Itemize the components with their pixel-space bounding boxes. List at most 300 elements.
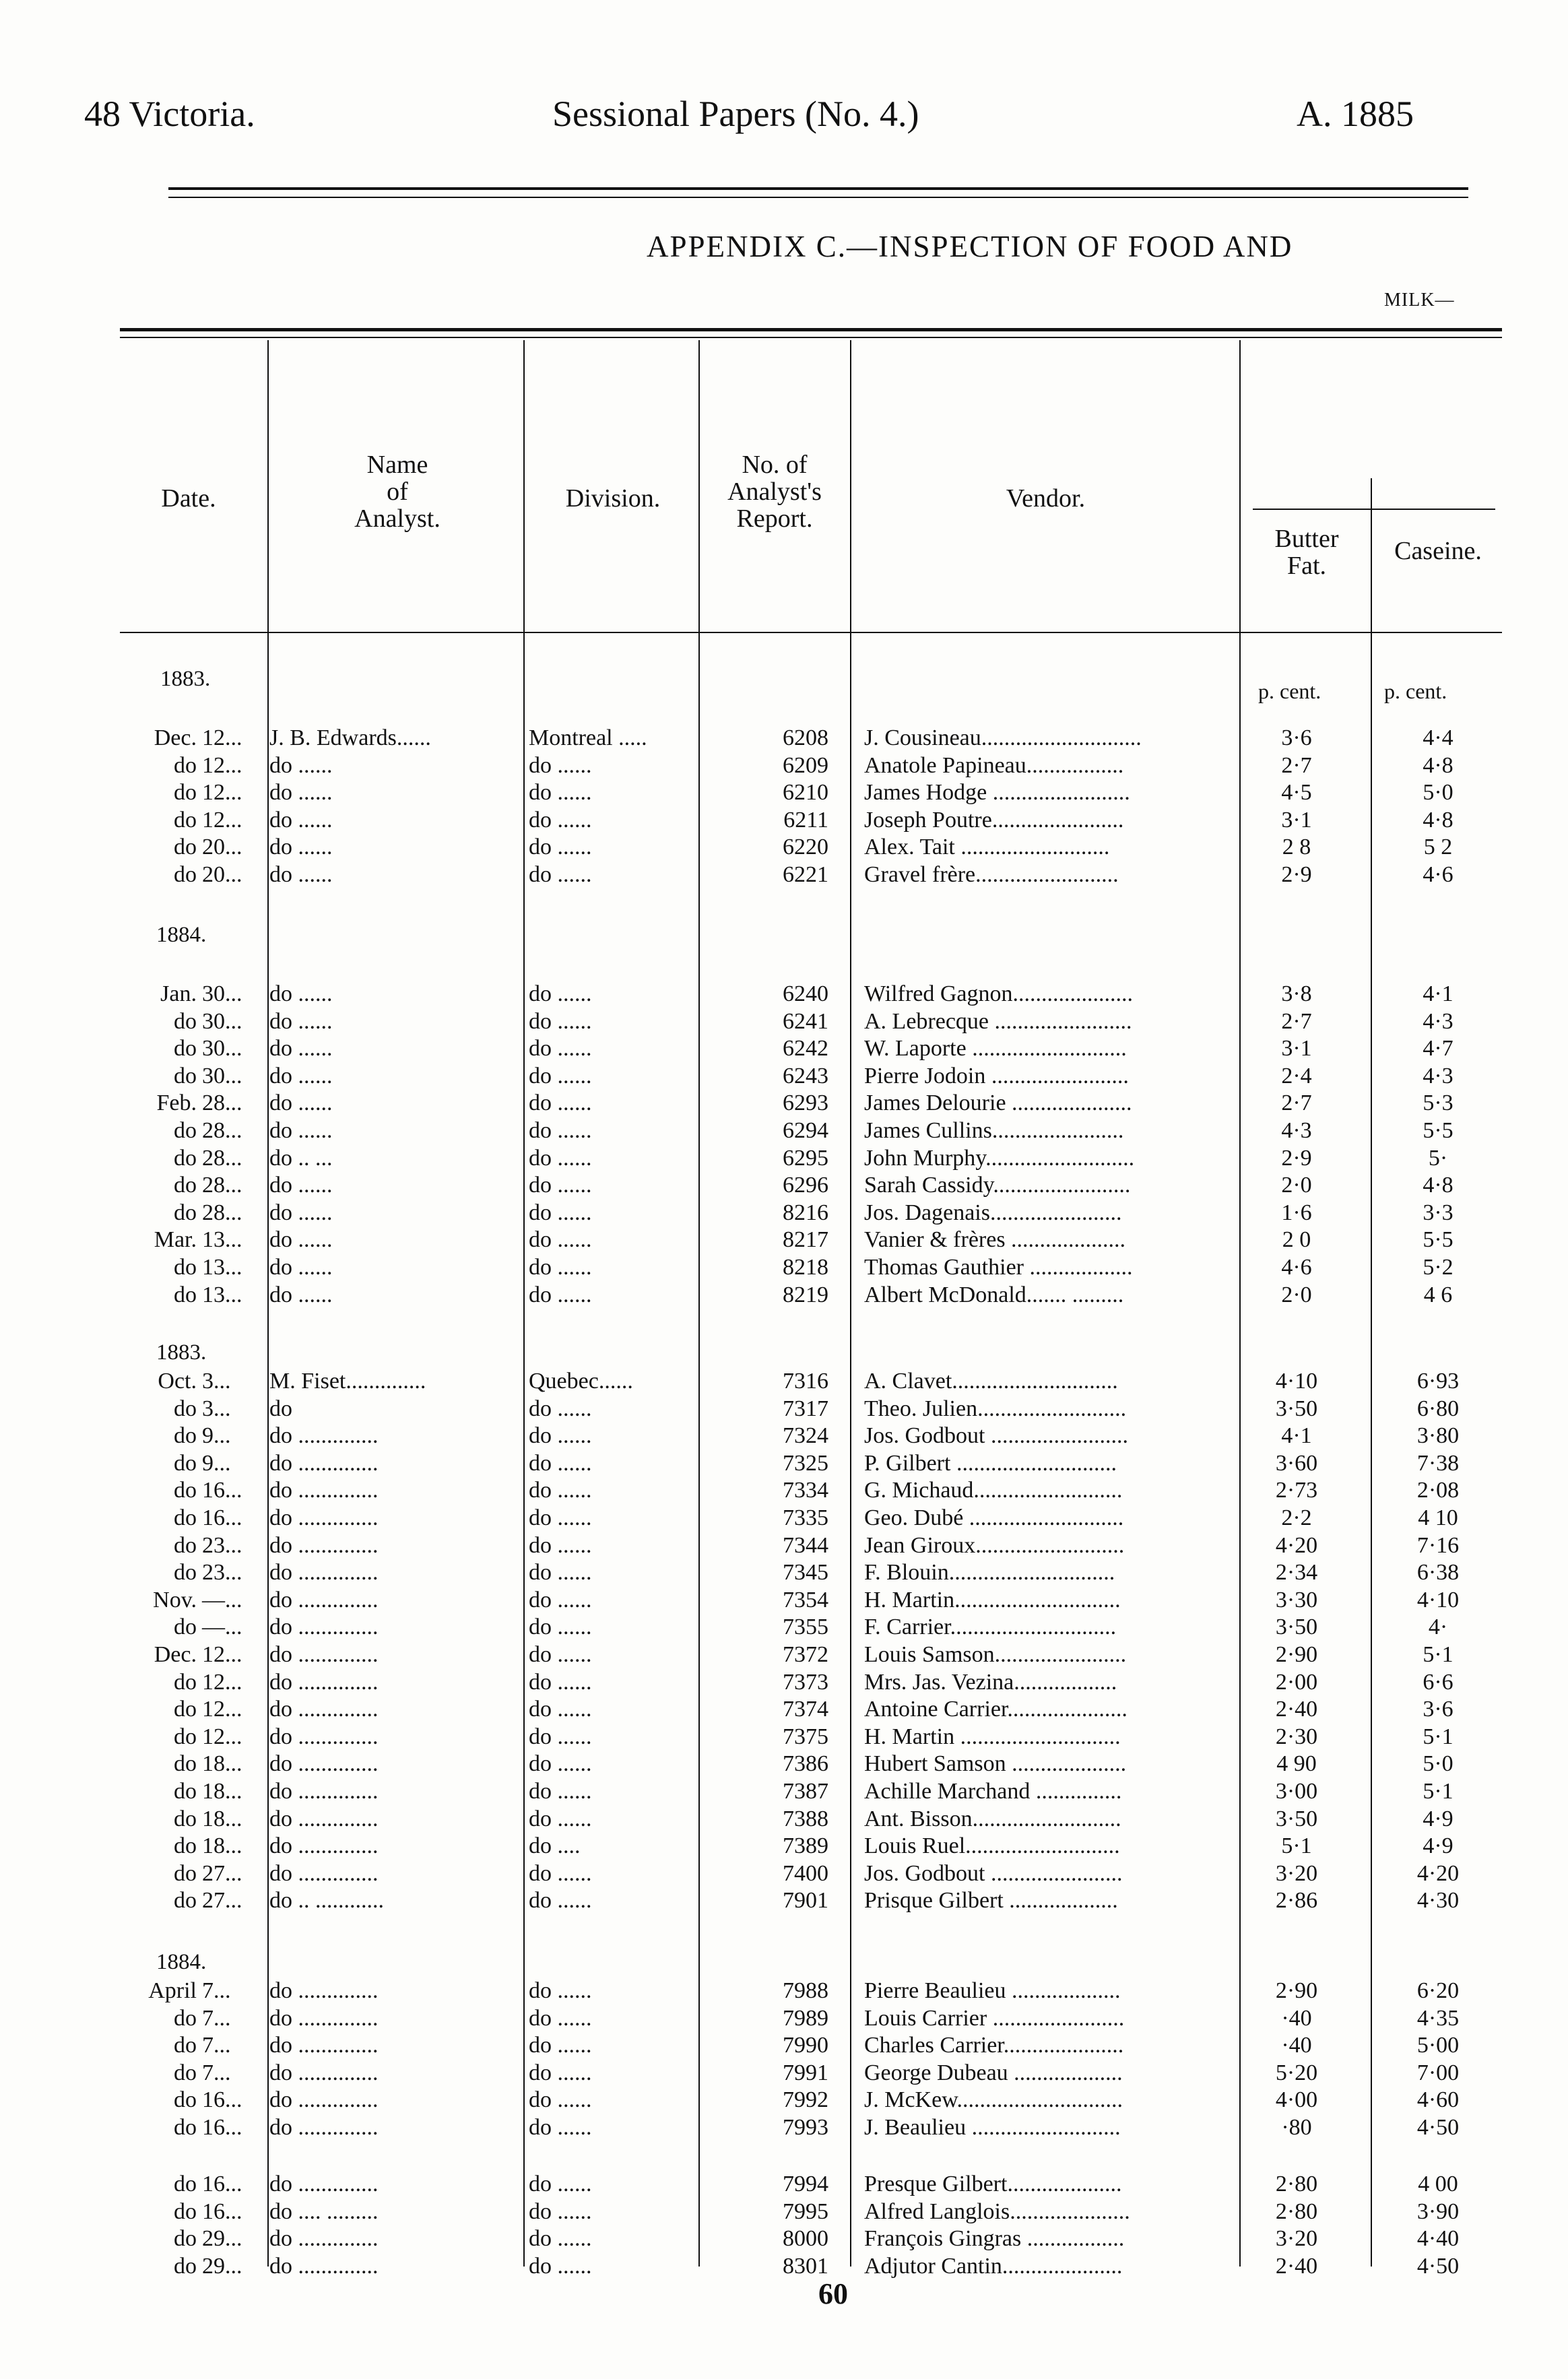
cell-analyst: do [269,1396,292,1421]
cell-report: 7355 [783,1615,828,1640]
cell-month: do [174,1282,197,1307]
cell-analyst: do ...... [269,981,333,1006]
cell-report: 7901 [783,1888,828,1914]
cell-day: 9... [202,1423,231,1449]
cell-report: 7334 [783,1478,828,1503]
cell-vendor: Theo. Julien.......................... [864,1396,1127,1421]
cell-month: do [174,1450,197,1476]
cell-analyst: J. B. Edwards...... [269,725,431,750]
table-row [0,1422,1568,1450]
cell-fat: ·40 [1281,2033,1312,2058]
table-row [0,1532,1568,1560]
cell-month: Nov. [153,1587,197,1612]
table-row [0,1695,1568,1724]
cell-analyst: do .............. [269,1642,379,1667]
cell-caseine: 2·08 [1416,1478,1460,1503]
cell-division: do ...... [529,2172,592,2196]
cell-day: 12... [202,1642,242,1667]
section-year: 1883. [160,667,211,691]
cell-month: do [174,2115,197,2140]
cell-division: do ...... [529,1063,592,1088]
table-row [0,1805,1568,1833]
cell-division: do ...... [529,2253,592,2279]
cell-month: do [174,1751,197,1777]
cell-fat: 3·60 [1275,1450,1318,1476]
cell-month: do [174,1008,197,1034]
cell-division: do ...... [529,752,592,778]
cell-analyst: do .... ......... [269,2198,379,2224]
header-analyst-line: Name [366,451,428,479]
cell-division: do ...... [529,1036,592,1062]
header-caseine: Caseine. [1394,537,1482,565]
cell-division: do ...... [529,1779,592,1804]
header-analyst-line: Analyst. [354,504,440,533]
cell-fat: 3·30 [1275,1587,1318,1612]
table-row [0,1062,1568,1090]
cell-caseine: 6·93 [1416,1369,1460,1394]
top-rule-thin [168,197,1468,198]
cell-report: 6243 [783,1063,828,1088]
section-year: 1883. [156,1340,207,1365]
cell-caseine: 5·3 [1423,1090,1453,1116]
cell-division: do ...... [529,2060,592,2085]
cell-analyst: do .............. [269,1560,379,1586]
cell-day: 28... [202,1118,242,1143]
cell-fat: 2·9 [1281,862,1312,887]
cell-report: 8217 [783,1227,828,1253]
cell-vendor: Charles Carrier..................... [864,2033,1124,2058]
cell-fat: 2·90 [1275,1642,1318,1667]
cell-month: do [174,1724,197,1749]
cell-report: 7992 [783,2087,828,2113]
cell-day: 12... [202,725,242,750]
cell-caseine: 4·3 [1423,1063,1453,1088]
cell-vendor: F. Carrier............................. [864,1615,1117,1640]
header-butter-fat [1243,525,1371,579]
cell-day: 12... [202,780,242,806]
cell-analyst: do .............. [269,1978,379,2003]
cell-month: do [174,1063,197,1088]
cell-vendor: Vanier & frères .................... [864,1227,1126,1253]
cell-day: 18... [202,1833,242,1859]
cell-analyst: do .............. [269,1423,379,1449]
cell-day: 30... [202,1008,242,1034]
cell-analyst: do ...... [269,1200,333,1225]
cell-caseine: 4 00 [1418,2172,1458,2196]
cell-vendor: J. Cousineau............................ [864,725,1142,750]
cell-division: do ...... [529,780,592,806]
cell-vendor: Louis Carrier ....................... [864,2005,1125,2031]
table-row [0,1559,1568,1587]
cell-day: —... [202,1615,242,1640]
cell-fat: 3·50 [1275,1396,1318,1421]
cell-day: 29... [202,2253,242,2279]
cell-analyst: do ...... [269,1173,333,1198]
cell-caseine: 4·4 [1423,725,1453,750]
cell-day: 12... [202,1697,242,1722]
cell-caseine: 4 6 [1423,1282,1453,1307]
cell-month: do [174,1888,197,1914]
cell-division: do ...... [529,1255,592,1280]
cell-caseine: 5·0 [1423,1751,1453,1777]
cell-day: 16... [202,2087,242,2113]
cell-vendor: Anatole Papineau................. [864,752,1124,778]
cell-division: do ...... [529,1888,592,1914]
cell-fat: 5·1 [1281,1833,1312,1859]
cell-division: do ...... [529,2198,592,2224]
table-row [0,2086,1568,2114]
cell-division: do ...... [529,981,592,1006]
cell-day: 13... [202,1255,242,1280]
cell-analyst: do ...... [269,1255,333,1280]
cell-vendor: Louis Ruel........................... [864,1833,1120,1859]
cell-analyst: do ...... [269,1036,333,1062]
cell-caseine: 3·3 [1423,1200,1453,1225]
cell-analyst: do .............. [269,1806,379,1831]
cell-day: 18... [202,1806,242,1831]
table-row [0,2198,1568,2226]
cell-month: Mar. [154,1227,197,1253]
cell-day: 13... [202,1227,242,1253]
cell-month: do [174,1478,197,1503]
cell-fat: 2·0 [1281,1173,1312,1198]
cell-month: do [174,1833,197,1859]
cell-division: do ...... [529,1724,592,1749]
cell-analyst: do .............. [269,1669,379,1695]
table-row [0,1117,1568,1145]
header-vendor: Vendor. [1006,484,1086,513]
cell-division: do ...... [529,2033,592,2058]
cell-analyst: do ...... [269,1282,333,1307]
cell-report: 7387 [783,1779,828,1804]
cell-month: do [174,2226,197,2252]
cell-month: do [174,807,197,833]
table-row [0,2005,1568,2033]
cell-report: 7316 [783,1369,828,1394]
cell-division: do ...... [529,807,592,833]
cell-report: 8218 [783,1255,828,1280]
cell-month: do [174,2198,197,2224]
cell-day: 30... [202,1063,242,1088]
table-row [0,833,1568,861]
cell-vendor: H. Martin............................. [864,1587,1121,1612]
cell-report: 7386 [783,1751,828,1777]
cell-day: 18... [202,1779,242,1804]
cell-caseine: 4·9 [1423,1806,1453,1831]
table-row [0,806,1568,835]
cell-analyst: do ...... [269,1063,333,1088]
cell-month: do [174,862,197,887]
cell-report: 6240 [783,981,828,1006]
cell-month: do [174,1560,197,1586]
cell-month: do [174,1396,197,1421]
table-row [0,1887,1568,1915]
table-row [0,1668,1568,1697]
cell-month: Dec. [154,1642,197,1667]
cell-fat: 5·20 [1275,2060,1318,2085]
cell-day: 28... [202,1200,242,1225]
cell-report: 6241 [783,1008,828,1034]
cell-fat: 4·5 [1281,780,1312,806]
cell-report: 8219 [783,1282,828,1307]
cell-vendor: James Hodge ........................ [864,780,1130,806]
cell-month: do [174,1532,197,1558]
cell-fat: 4·1 [1281,1423,1312,1449]
cell-day: 20... [202,835,242,860]
cell-caseine: 4·8 [1423,807,1453,833]
cell-fat: 4·20 [1275,1532,1318,1558]
cell-division: do ...... [529,1560,592,1586]
cell-caseine: 4· [1428,1615,1448,1640]
table-row [0,1035,1568,1063]
header-top-rule-thin [120,337,1502,338]
cell-vendor: Sarah Cassidy........................ [864,1173,1131,1198]
cell-analyst: do .. ............ [269,1888,384,1914]
cell-vendor: Gravel frère......................... [864,862,1119,887]
cell-analyst: do ...... [269,1118,333,1143]
table-row [0,724,1568,752]
cell-day: 20... [202,862,242,887]
cell-division: do ...... [529,1118,592,1143]
cell-caseine: 5·0 [1423,780,1453,806]
cell-report: 6210 [783,780,828,806]
header-butter-fat-line: Butter [1274,525,1339,553]
cell-fat: 2·73 [1275,1478,1318,1503]
cell-fat: ·80 [1281,2115,1312,2140]
cell-fat: 2·00 [1275,1669,1318,1695]
cell-caseine: 6·80 [1416,1396,1460,1421]
cell-report: 6209 [783,752,828,778]
cell-vendor: Louis Samson....................... [864,1642,1127,1667]
unit-caseine: p. cent. [1384,679,1447,703]
cell-report: 6296 [783,1173,828,1198]
cell-caseine: 7·38 [1416,1450,1460,1476]
cell-vendor: Wilfred Gagnon..................... [864,981,1134,1006]
cell-month: do [174,2005,197,2031]
cell-month: do [174,1200,197,1225]
cell-fat: 3·6 [1281,725,1312,750]
cell-fat: 1·6 [1281,1200,1312,1225]
cell-division: do ...... [529,1478,592,1503]
cell-month: do [174,1669,197,1695]
cell-caseine: 4·1 [1423,981,1453,1006]
cell-analyst: do ...... [269,862,333,887]
cell-division: do ...... [529,1669,592,1695]
cell-report: 8216 [783,1200,828,1225]
cell-day: 29... [202,2226,242,2252]
cell-month: do [174,1255,197,1280]
cell-fat: 2·90 [1275,1978,1318,2003]
cell-caseine: 4·10 [1416,1587,1460,1612]
cell-division: Quebec...... [529,1369,633,1394]
cell-caseine: 4·8 [1423,1173,1453,1198]
cell-caseine: 5·5 [1423,1118,1453,1143]
cell-analyst: do .............. [269,1478,379,1503]
cell-fat: 2·2 [1281,1505,1312,1530]
cell-division: do ...... [529,1423,592,1449]
table-row [0,1281,1568,1309]
cell-fat: 4·3 [1281,1118,1312,1143]
table-row [0,1144,1568,1173]
cell-vendor: Achille Marchand ............... [864,1779,1122,1804]
cell-vendor: Pierre Beaulieu ................... [864,1978,1121,2003]
cell-report: 6294 [783,1118,828,1143]
cell-fat: 4·6 [1281,1255,1312,1280]
cell-month: Feb. [156,1090,197,1116]
cell-month: do [174,780,197,806]
cell-caseine: 5·1 [1423,1642,1453,1667]
cell-division: do ...... [529,1282,592,1307]
cell-analyst: do ...... [269,780,333,806]
cell-division: do ...... [529,1642,592,1667]
table-row [0,1750,1568,1778]
cell-report: 7400 [783,1860,828,1886]
cell-report: 7374 [783,1697,828,1722]
cell-fat: 2·7 [1281,1090,1312,1116]
cell-analyst: do .............. [269,2033,379,2058]
cell-month: do [174,752,197,778]
cell-division: do ...... [529,1978,592,2003]
cell-fat: 2·40 [1275,2253,1318,2279]
cell-day: 7... [202,2060,231,2085]
table-row [0,1226,1568,1254]
cell-division: do ...... [529,1090,592,1116]
cell-month: do [174,1423,197,1449]
table-row [0,779,1568,807]
cell-vendor: James Cullins....................... [864,1118,1124,1143]
header-date: Date. [161,484,216,513]
cell-analyst: do .............. [269,2172,379,2196]
table-row [0,2059,1568,2087]
cell-month: do [174,1145,197,1171]
cell-report: 7344 [783,1532,828,1558]
cell-day: 16... [202,2198,242,2224]
cell-analyst: do .. ... [269,1145,333,1171]
page-number: 60 [818,2277,848,2310]
cell-month: do [174,1697,197,1722]
cell-division: do .... [529,1833,581,1859]
cell-report: 7994 [783,2172,828,2196]
cell-day: 7... [202,2005,231,2031]
cell-analyst: do ...... [269,1008,333,1034]
cell-report: 7335 [783,1505,828,1530]
cell-vendor: H. Martin ............................ [864,1724,1121,1749]
cell-division: do ...... [529,835,592,860]
cell-report: 7995 [783,2198,828,2224]
cell-division: do ...... [529,1450,592,1476]
cell-day: 13... [202,1282,242,1307]
cell-analyst: do .............. [269,2115,379,2140]
table-row [0,1476,1568,1505]
cell-month: do [174,1173,197,1198]
cell-division: do ...... [529,1587,592,1612]
section-year: 1884. [156,923,207,947]
table-row [0,980,1568,1008]
cell-fat: 3·1 [1281,1036,1312,1062]
header-top-rule-thick [120,328,1502,331]
unit-butter-fat: p. cent. [1258,679,1321,703]
table-row [0,2170,1568,2198]
cell-day: 12... [202,1669,242,1695]
cell-month: do [174,1505,197,1530]
cell-division: do ...... [529,1173,592,1198]
cell-analyst: do .............. [269,2253,379,2279]
cell-vendor: James Delourie ..................... [864,1090,1132,1116]
cell-caseine: 4·50 [1416,2253,1460,2279]
cell-caseine: 3·6 [1423,1697,1453,1722]
cell-caseine: 5·1 [1423,1779,1453,1804]
cell-caseine: 4·9 [1423,1833,1453,1859]
cell-month: do [174,1779,197,1804]
cell-caseine: 5· [1428,1145,1448,1171]
cell-caseine: 4·60 [1416,2087,1460,2113]
cell-month: do [174,1615,197,1640]
cell-analyst: do .............. [269,1587,379,1612]
cell-fat: 2·34 [1275,1560,1318,1586]
cell-caseine: 3·80 [1416,1423,1460,1449]
cell-caseine: 6·20 [1416,1978,1460,2003]
table-row [0,1641,1568,1669]
table-row [0,1586,1568,1615]
cell-day: —... [202,1587,242,1612]
header-analyst [283,451,512,532]
table-row [0,1977,1568,2005]
cell-analyst: M. Fiset.............. [269,1369,426,1394]
cell-month: April [148,1978,197,2003]
cell-day: 16... [202,1478,242,1503]
cell-report: 7991 [783,2060,828,2085]
cell-vendor: Jean Giroux.......................... [864,1532,1125,1558]
cell-fat: 3·50 [1275,1615,1318,1640]
cell-report: 7345 [783,1560,828,1586]
cell-caseine: 5·2 [1423,1255,1453,1280]
cell-vendor: Presque Gilbert.................... [864,2172,1122,2196]
cell-report: 7993 [783,2115,828,2140]
cell-report: 6220 [783,835,828,860]
cell-division: do ...... [529,1697,592,1722]
cell-vendor: George Dubeau ................... [864,2060,1123,2085]
cell-caseine: 4·8 [1423,752,1453,778]
cell-month: Jan. [160,981,197,1006]
table-row [0,2031,1568,2060]
table-row [0,861,1568,889]
cell-caseine: 4·6 [1423,862,1453,887]
table-row [0,1778,1568,1806]
cell-caseine: 7·00 [1416,2060,1460,2085]
cell-division: do ...... [529,1145,592,1171]
cell-day: 18... [202,1751,242,1777]
cell-month: do [174,1806,197,1831]
cell-day: 28... [202,1090,242,1116]
cell-day: 7... [202,1978,231,2003]
cell-month: do [174,2033,197,2058]
cell-division: do ...... [529,1396,592,1421]
cell-caseine: 4·30 [1416,1888,1460,1914]
cell-month: do [174,1860,197,1886]
cell-vendor: Geo. Dubé ........................... [864,1505,1124,1530]
cell-fat: ·40 [1281,2005,1312,2031]
cell-division: do ...... [529,1227,592,1253]
running-head-left: 48 Victoria. [84,94,255,134]
cell-month: do [174,2087,197,2113]
cell-report: 7317 [783,1396,828,1421]
cell-fat: 2·7 [1281,752,1312,778]
cell-division: do ...... [529,1751,592,1777]
cell-day: 16... [202,2115,242,2140]
cell-fat: 4·00 [1275,2087,1318,2113]
cell-caseine: 4·20 [1416,1860,1460,1886]
cell-fat: 2·7 [1281,1008,1312,1034]
